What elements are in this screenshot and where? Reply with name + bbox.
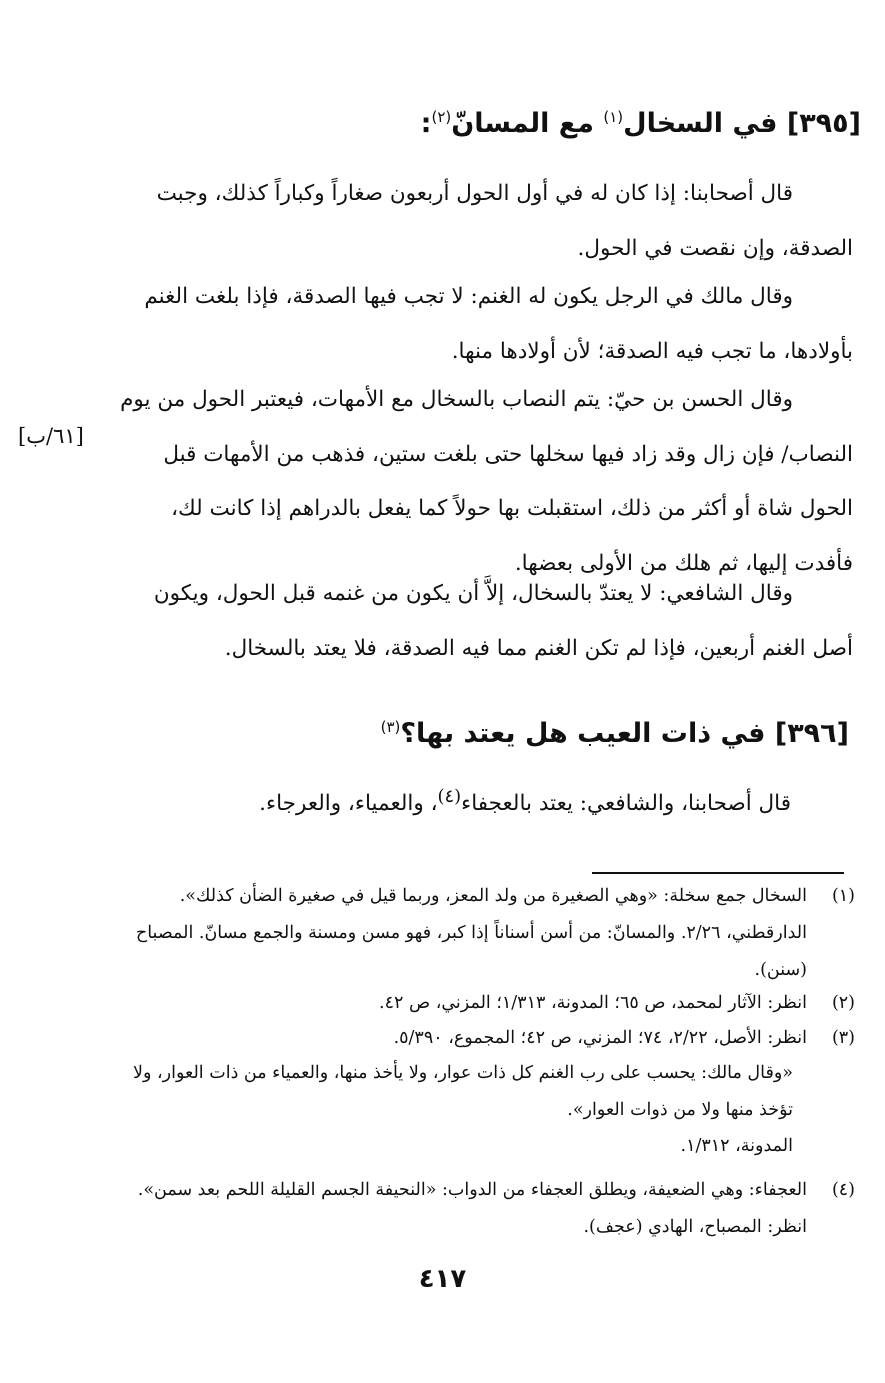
footnote-ref: (٢) [431, 108, 452, 126]
footnote-ref: (١) [603, 108, 624, 126]
paragraph: قال أصحابنا: إذا كان له في أول الحول أربعون صغاراً وكباراً كذلك، وجبت الصدقة، وإن نقصت في الحول. [156, 181, 853, 261]
footnote-4 [108, 1172, 855, 1246]
footnote-text: انظر: الأصل، ٢/٢٢، ٧٤؛ المزني، ص ٤٢؛ المجموع، ٥/٣٩٠. [393, 1028, 807, 1048]
page-number: ٤١٧ [418, 1264, 467, 1294]
footnote-ref: (٤) [437, 786, 462, 807]
paragraph-text: ، والعمياء، والعرجاء. [259, 791, 438, 817]
footnote-text: العجفاء: وهي الضعيفة، ويطلق العجفاء من الدواب: «النحيفة الجسم القليلة اللحم بعد سمن». انظر: المصباح، الهادي (عجف). [137, 1180, 807, 1237]
footnote-3-source: المدونة، ١/٣١٢. [680, 1136, 793, 1156]
paragraph [60, 770, 791, 832]
footnote-1 [108, 878, 855, 989]
manuscript-folio-marker: [٦١/ب] [18, 424, 84, 448]
footnote-text: انظر: الآثار لمحمد، ص ٦٥؛ المدونة، ١/٣١٣؛ المزني، ص ٤٢. [379, 993, 807, 1013]
section-number: [٣٩٥] [786, 108, 861, 139]
heading-colon: : [420, 108, 432, 139]
section-number: [٣٩٦] [774, 718, 849, 749]
section-title: في السخال [623, 108, 778, 139]
footnote-number: (٤) [831, 1180, 855, 1200]
section-heading-396 [381, 718, 849, 749]
footnote-text: السخال جمع سخلة: «وهي الصغيرة من ولد المعز، وربما قيل في صغيرة الضأن كذلك». الدارقطني، ٢/٢٦. والمسانّ: من أسن أسناناً إذا كبر، فهو مسن ومسنة والجمع مسانّ. المصباح (سنن). [135, 886, 807, 980]
footnote-ref: (٣) [380, 718, 401, 736]
paragraph: وقال مالك في الرجل يكون له الغنم: لا تجب فيها الصدقة، فإذا بلغت الغنم بأولادها، ما تجب فيه الصدقة؛ لأن أولادها منها. [144, 284, 853, 364]
section-title: في ذات العيب هل يعتد بها؟ [400, 718, 766, 749]
footnote-2 [108, 985, 855, 1022]
section-heading-395 [421, 108, 861, 139]
footnote-3 [108, 1020, 855, 1057]
section-title-cont: مع المسانّ [451, 108, 594, 139]
footnote-separator [592, 872, 844, 874]
footnote-3-quote: «وقال مالك: يحسب على رب الغنم كل ذات عوار، ولا يأخذ منها، والعمياء من ذات العوار، ولا تؤخذ منها ولا من ذوات العوار». [133, 1063, 793, 1120]
footnote-number: (٣) [831, 1028, 855, 1048]
footnote-number: (١) [831, 886, 855, 906]
paragraph-text: قال أصحابنا، والشافعي: يعتد بالعجفاء [461, 791, 791, 817]
paragraph: وقال الشافعي: لا يعتدّ بالسخال، إلاَّ أن يكون من غنمه قبل الحول، ويكون أصل الغنم أربعين، فإذا لم تكن الغنم مما فيه الصدقة، فلا يعتد بالسخال. [153, 581, 853, 661]
footnote-number: (٢) [831, 993, 855, 1013]
paragraph: وقال الحسن بن حيّ: يتم النصاب بالسخال مع الأمهات، فيعتبر الحول من يوم النصاب/ فإن زال وقد زاد فيها سخلها حتى بلغت ستين، فذهب من الأمهات قبل الحول شاة أو أكثر من ذلك، استقبلت بها حولاً كما يفعل بالدراهم إذا كانت لك، فأفدت إليها، ثم هلك من الأولى بعضها. [120, 387, 853, 576]
